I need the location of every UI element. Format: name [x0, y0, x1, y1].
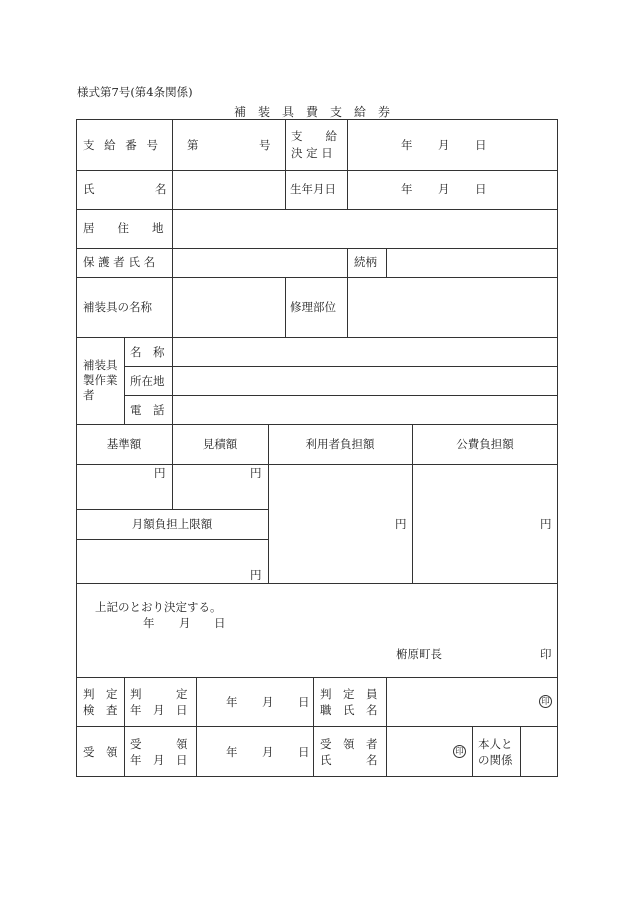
page-title: 補装具費支給券	[233, 105, 402, 119]
receipt-label: 受 領	[83, 745, 118, 759]
number-suffix: 号	[259, 138, 271, 152]
decision-date-label-1: 支 給	[291, 129, 337, 143]
mayor-seal: 印	[540, 647, 552, 661]
birthdate-label: 生年月日	[290, 182, 336, 196]
inspection-day: 日	[298, 695, 310, 709]
statement-day: 日	[214, 616, 226, 630]
address-label: 居 住 地	[83, 221, 164, 235]
public-burden-yen: 円	[540, 517, 552, 531]
receipt-day: 日	[298, 745, 310, 759]
inspection-year: 年	[226, 695, 238, 709]
decision-year: 年	[401, 138, 413, 152]
form-number: 様式第7号(第4条関係)	[77, 85, 193, 99]
number-prefix: 第	[187, 138, 199, 152]
standard-yen: 円	[154, 466, 166, 480]
estimate-yen: 円	[250, 466, 262, 480]
receipt-date-label-2: 年 月 日	[130, 753, 188, 767]
receipt-year: 年	[226, 745, 238, 759]
user-burden-label: 利用者負担額	[305, 437, 375, 451]
maker-name-label: 名 称	[130, 345, 165, 359]
inspection-date-label-1: 判 定	[130, 687, 188, 701]
device-name-label: 補装具の名称	[83, 300, 152, 314]
inspection-label-1: 判 定	[83, 687, 118, 701]
inspector-label-2: 職 氏 名	[320, 703, 378, 717]
inspector-label-1: 判 定 員	[320, 687, 378, 701]
name-label-1: 氏	[83, 182, 95, 196]
inspection-date-label-2: 年 月 日	[130, 703, 188, 717]
payment-number-label: 支 給 番 号	[83, 138, 158, 152]
monthly-cap-yen: 円	[250, 568, 262, 582]
standard-amount-label: 基準額	[106, 437, 142, 451]
maker-location-label: 所在地	[130, 374, 165, 388]
decision-day: 日	[475, 138, 487, 152]
birth-year: 年	[401, 182, 413, 196]
user-burden-yen: 円	[395, 517, 407, 531]
receipt-month: 月	[262, 745, 274, 759]
birth-month: 月	[438, 182, 450, 196]
estimate-amount-label: 見積額	[202, 437, 238, 451]
guardian-label: 保 護 者 氏 名	[83, 255, 156, 269]
public-burden-label: 公費負担額	[456, 437, 514, 451]
inspector-seal-icon: 印	[539, 695, 552, 708]
repair-part-label: 修理部位	[290, 300, 336, 314]
decision-month: 月	[438, 138, 450, 152]
recipient-seal-icon: 印	[453, 745, 466, 758]
relationship-label: 続柄	[354, 255, 377, 269]
name-label-2: 名	[155, 182, 167, 196]
statement-month: 月	[179, 616, 191, 630]
relation-label-1: 本人と	[478, 737, 513, 751]
inspection-month: 月	[262, 695, 274, 709]
decision-date-label-2: 決 定 日	[291, 146, 333, 160]
maker-label: 補装具製作業者	[83, 358, 118, 402]
recipient-label-2: 氏 名	[320, 753, 378, 767]
statement-year: 年	[143, 616, 155, 630]
mayor-title: 椨原町長	[396, 647, 442, 661]
receipt-date-label-1: 受 領	[130, 737, 188, 751]
birth-day: 日	[475, 182, 487, 196]
monthly-cap-label: 月額負担上限額	[131, 517, 213, 531]
recipient-label-1: 受 領 者	[320, 737, 378, 751]
decision-statement: 上記のとおり決定する。	[95, 600, 222, 614]
maker-phone-label: 電 話	[130, 403, 165, 417]
relation-label-2: の関係	[478, 753, 513, 767]
inspection-label-2: 検 査	[83, 703, 118, 717]
